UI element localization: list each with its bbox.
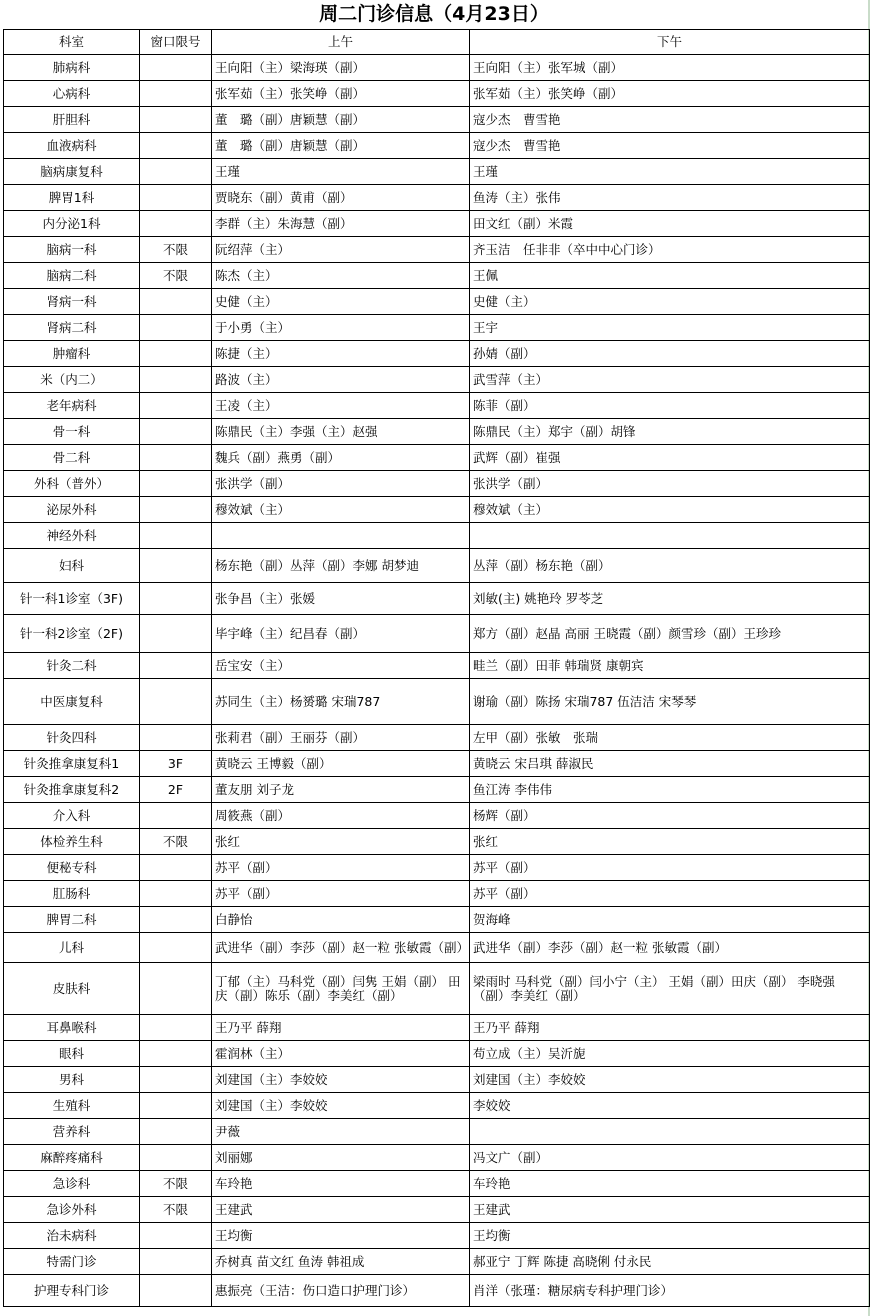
limit-cell	[140, 1249, 212, 1275]
am-cell: 陈杰（主）	[212, 263, 470, 289]
limit-cell	[140, 1015, 212, 1041]
dept-cell: 肛肠科	[4, 881, 140, 907]
pm-cell: 黄晓云 宋吕琪 薛淑民	[470, 751, 870, 777]
dept-cell: 肝胆科	[4, 107, 140, 133]
dept-cell: 脑病二科	[4, 263, 140, 289]
table-row	[4, 55, 870, 81]
pm-cell: 陈鼎民（主）郑宇（副）胡锋	[470, 419, 870, 445]
table-row	[4, 1275, 870, 1307]
dept-cell: 骨一科	[4, 419, 140, 445]
limit-cell	[140, 615, 212, 653]
am-cell: 刘建国（主）李姣姣	[212, 1067, 470, 1093]
pm-cell: 车玲艳	[470, 1171, 870, 1197]
limit-cell	[140, 549, 212, 583]
table-row	[4, 777, 870, 803]
table-row	[4, 1197, 870, 1223]
table-row	[4, 725, 870, 751]
am-cell: 惠振亮（王洁：伤口造口护理门诊）	[212, 1275, 470, 1307]
table-row	[4, 159, 870, 185]
limit-cell	[140, 523, 212, 549]
table-row	[4, 1015, 870, 1041]
am-cell: 于小勇（主）	[212, 315, 470, 341]
limit-cell	[140, 1041, 212, 1067]
limit-cell: 不限	[140, 237, 212, 263]
am-cell: 张争昌（主）张媛	[212, 583, 470, 615]
pm-cell: 畦兰（副）田菲 韩瑞贤 康朝宾	[470, 653, 870, 679]
table-row	[4, 549, 870, 583]
pm-cell: 齐玉洁 任非非（卒中中心门诊）	[470, 237, 870, 263]
limit-cell	[140, 497, 212, 523]
pm-cell: 刘敏(主) 姚艳玲 罗苓芝	[470, 583, 870, 615]
pm-cell: 史健（主）	[470, 289, 870, 315]
dept-cell: 肾病一科	[4, 289, 140, 315]
limit-cell	[140, 445, 212, 471]
dept-cell: 护理专科门诊	[4, 1275, 140, 1307]
am-cell: 贾晓东（副）黄甫（副）	[212, 185, 470, 211]
am-cell: 毕宇峰（主）纪昌春（副）	[212, 615, 470, 653]
limit-cell	[140, 55, 212, 81]
am-cell: 刘丽娜	[212, 1145, 470, 1171]
pm-cell: 陈菲（副）	[470, 393, 870, 419]
table-row	[4, 289, 870, 315]
table-row	[4, 471, 870, 497]
pm-cell: 王向阳（主）张军城（副）	[470, 55, 870, 81]
am-cell: 武进华（副）李莎（副）赵一粒 张敏霞（副）	[212, 933, 470, 963]
table-row	[4, 803, 870, 829]
am-cell: 王凌（主）	[212, 393, 470, 419]
pm-cell: 寇少杰 曹雪艳	[470, 133, 870, 159]
limit-cell	[140, 653, 212, 679]
header-row	[4, 30, 870, 55]
table-row	[4, 263, 870, 289]
am-cell: 车玲艳	[212, 1171, 470, 1197]
dept-cell: 针灸推拿康复科2	[4, 777, 140, 803]
dept-cell: 老年病科	[4, 393, 140, 419]
am-cell: 王向阳（主）梁海瑛（副）	[212, 55, 470, 81]
pm-cell: 郝亚宁 丁辉 陈捷 高晓俐 付永民	[470, 1249, 870, 1275]
dept-cell: 介入科	[4, 803, 140, 829]
am-cell: 霍润林（主）	[212, 1041, 470, 1067]
limit-cell	[140, 1093, 212, 1119]
am-cell: 路波（主）	[212, 367, 470, 393]
table-row	[4, 419, 870, 445]
limit-cell	[140, 1067, 212, 1093]
pm-cell: 穆效斌（主）	[470, 497, 870, 523]
am-cell: 王均衡	[212, 1223, 470, 1249]
dept-cell: 麻醉疼痛科	[4, 1145, 140, 1171]
pm-cell: 武辉（副）崔强	[470, 445, 870, 471]
dept-cell: 骨二科	[4, 445, 140, 471]
am-cell: 苏同生（主）杨赟璐 宋瑞787	[212, 679, 470, 725]
pm-cell: 武雪萍（主）	[470, 367, 870, 393]
limit-cell	[140, 315, 212, 341]
pm-cell: 田文红（副）米霞	[470, 211, 870, 237]
am-cell: 黄晓云 王博毅（副）	[212, 751, 470, 777]
am-cell: 张洪学（副）	[212, 471, 470, 497]
table-row	[4, 367, 870, 393]
am-cell: 尹薇	[212, 1119, 470, 1145]
am-cell: 岳宝安（主）	[212, 653, 470, 679]
pm-cell: 苏平（副）	[470, 855, 870, 881]
dept-cell: 脑病康复科	[4, 159, 140, 185]
header-dept: 科室	[4, 30, 140, 55]
pm-cell: 左甲（副）张敏 张瑞	[470, 725, 870, 751]
limit-cell	[140, 933, 212, 963]
am-cell: 周筱燕（副）	[212, 803, 470, 829]
limit-cell	[140, 881, 212, 907]
table-row	[4, 497, 870, 523]
table-row	[4, 881, 870, 907]
dept-cell: 治未病科	[4, 1223, 140, 1249]
limit-cell	[140, 107, 212, 133]
page-title: 周二门诊信息（4月23日）	[319, 3, 549, 25]
limit-cell: 3F	[140, 751, 212, 777]
dept-cell: 便秘专科	[4, 855, 140, 881]
limit-cell	[140, 81, 212, 107]
dept-cell: 妇科	[4, 549, 140, 583]
table-row	[4, 1119, 870, 1145]
am-cell: 丁郁（主）马科党（副）闫隽 王娟（副） 田庆（副）陈乐（副）李美红（副）	[212, 963, 470, 1015]
am-cell: 魏兵（副）燕勇（副）	[212, 445, 470, 471]
am-cell: 张军茹（主）张笑峥（副）	[212, 81, 470, 107]
limit-cell	[140, 1275, 212, 1307]
limit-cell	[140, 803, 212, 829]
limit-cell	[140, 679, 212, 725]
am-cell: 史健（主）	[212, 289, 470, 315]
dept-cell: 针一科2诊室（2F)	[4, 615, 140, 653]
table-row	[4, 679, 870, 725]
dept-cell: 米（内二）	[4, 367, 140, 393]
clinic-schedule-table	[3, 29, 870, 1307]
pm-cell: 苏平（副）	[470, 881, 870, 907]
pm-cell: 张军茹（主）张笑峥（副）	[470, 81, 870, 107]
table-row	[4, 1041, 870, 1067]
limit-cell	[140, 1223, 212, 1249]
limit-cell	[140, 367, 212, 393]
table-row	[4, 933, 870, 963]
dept-cell: 血液病科	[4, 133, 140, 159]
am-cell: 王瑾	[212, 159, 470, 185]
am-cell: 乔树真 苗文红 鱼涛 韩祖成	[212, 1249, 470, 1275]
am-cell: 阮绍萍（主）	[212, 237, 470, 263]
header-am: 上午	[212, 30, 470, 55]
pm-cell: 郑方（副）赵晶 高丽 王晓霞（副）颜雪珍（副）王珍珍	[470, 615, 870, 653]
limit-cell	[140, 907, 212, 933]
pm-cell: 张红	[470, 829, 870, 855]
table-row	[4, 1145, 870, 1171]
pm-cell: 孙婧（副）	[470, 341, 870, 367]
dept-cell: 中医康复科	[4, 679, 140, 725]
am-cell	[212, 523, 470, 549]
pm-cell: 杨辉（副）	[470, 803, 870, 829]
pm-cell: 肖洋（张瑾：糖尿病专科护理门诊）	[470, 1275, 870, 1307]
am-cell: 董友朋 刘子龙	[212, 777, 470, 803]
table-row	[4, 583, 870, 615]
dept-cell: 特需门诊	[4, 1249, 140, 1275]
dept-cell: 肿瘤科	[4, 341, 140, 367]
table-row	[4, 341, 870, 367]
am-cell: 苏平（副）	[212, 855, 470, 881]
pm-cell: 武进华（副）李莎（副）赵一粒 张敏霞（副）	[470, 933, 870, 963]
dept-cell: 脾胃二科	[4, 907, 140, 933]
dept-cell: 针灸四科	[4, 725, 140, 751]
limit-cell	[140, 419, 212, 445]
am-cell: 陈鼎民（主）李强（主）赵强	[212, 419, 470, 445]
table-row	[4, 237, 870, 263]
dept-cell: 针一科1诊室（3F)	[4, 583, 140, 615]
pm-cell: 苟立成（主）吴沂旎	[470, 1041, 870, 1067]
dept-cell: 急诊外科	[4, 1197, 140, 1223]
limit-cell	[140, 133, 212, 159]
limit-cell: 不限	[140, 1171, 212, 1197]
dept-cell: 针灸推拿康复科1	[4, 751, 140, 777]
table-row	[4, 1093, 870, 1119]
table-row	[4, 1067, 870, 1093]
am-cell: 李群（主）朱海慧（副）	[212, 211, 470, 237]
limit-cell	[140, 725, 212, 751]
dept-cell: 脾胃1科	[4, 185, 140, 211]
table-row	[4, 523, 870, 549]
dept-cell: 心病科	[4, 81, 140, 107]
dept-cell: 营养科	[4, 1119, 140, 1145]
pm-cell: 贺海峰	[470, 907, 870, 933]
table-row	[4, 1171, 870, 1197]
am-cell: 张莉君（副）王丽芬（副）	[212, 725, 470, 751]
limit-cell	[140, 1119, 212, 1145]
pm-cell: 王均衡	[470, 1223, 870, 1249]
pm-cell	[470, 523, 870, 549]
limit-cell	[140, 1145, 212, 1171]
am-cell: 刘建国（主）李姣姣	[212, 1093, 470, 1119]
table-row	[4, 1249, 870, 1275]
limit-cell	[140, 341, 212, 367]
am-cell: 苏平（副）	[212, 881, 470, 907]
pm-cell: 刘建国（主）李姣姣	[470, 1067, 870, 1093]
dept-cell: 男科	[4, 1067, 140, 1093]
am-cell: 董 璐（副）唐颖慧（副）	[212, 133, 470, 159]
table-row	[4, 963, 870, 1015]
am-cell: 王建武	[212, 1197, 470, 1223]
table-row	[4, 185, 870, 211]
limit-cell: 不限	[140, 829, 212, 855]
pm-cell: 谢瑜（副）陈扬 宋瑞787 伍洁洁 宋琴琴	[470, 679, 870, 725]
header-limit: 窗口限号	[140, 30, 212, 55]
pm-cell: 王宇	[470, 315, 870, 341]
pm-cell: 鱼涛（主）张伟	[470, 185, 870, 211]
limit-cell	[140, 159, 212, 185]
table-row	[4, 107, 870, 133]
dept-cell: 脑病一科	[4, 237, 140, 263]
limit-cell	[140, 583, 212, 615]
am-cell: 穆效斌（主）	[212, 497, 470, 523]
limit-cell	[140, 855, 212, 881]
table-row	[4, 615, 870, 653]
pm-cell: 王乃平 薛翔	[470, 1015, 870, 1041]
pm-cell: 张洪学（副）	[470, 471, 870, 497]
limit-cell: 不限	[140, 1197, 212, 1223]
limit-cell: 2F	[140, 777, 212, 803]
am-cell: 王乃平 薛翔	[212, 1015, 470, 1041]
table-row	[4, 1223, 870, 1249]
limit-cell	[140, 185, 212, 211]
dept-cell: 皮肤科	[4, 963, 140, 1015]
table-row	[4, 81, 870, 107]
dept-cell: 外科（普外）	[4, 471, 140, 497]
am-cell: 杨东艳（副）丛萍（副）李娜 胡梦迪	[212, 549, 470, 583]
pm-cell: 王建武	[470, 1197, 870, 1223]
dept-cell: 肺病科	[4, 55, 140, 81]
dept-cell: 体检养生科	[4, 829, 140, 855]
pm-cell: 李姣姣	[470, 1093, 870, 1119]
dept-cell: 生殖科	[4, 1093, 140, 1119]
table-row	[4, 751, 870, 777]
table-row	[4, 829, 870, 855]
pm-cell	[470, 1119, 870, 1145]
table-row	[4, 445, 870, 471]
table-row	[4, 393, 870, 419]
pm-cell: 王瑾	[470, 159, 870, 185]
pm-cell: 鱼江涛 李伟伟	[470, 777, 870, 803]
table-row	[4, 211, 870, 237]
am-cell: 陈捷（主）	[212, 341, 470, 367]
pm-cell: 梁雨时 马科党（副）闫小宁（主） 王娟（副）田庆（副） 李晓强（副）李美红（副）	[470, 963, 870, 1015]
pm-cell: 丛萍（副）杨东艳（副）	[470, 549, 870, 583]
pm-cell: 王佩	[470, 263, 870, 289]
table-row	[4, 907, 870, 933]
header-pm: 下午	[470, 30, 870, 55]
dept-cell: 耳鼻喉科	[4, 1015, 140, 1041]
dept-cell: 泌尿外科	[4, 497, 140, 523]
am-cell: 白静怡	[212, 907, 470, 933]
limit-cell	[140, 289, 212, 315]
table-row	[4, 855, 870, 881]
dept-cell: 内分泌1科	[4, 211, 140, 237]
limit-cell: 不限	[140, 263, 212, 289]
limit-cell	[140, 471, 212, 497]
dept-cell: 儿科	[4, 933, 140, 963]
limit-cell	[140, 393, 212, 419]
dept-cell: 神经外科	[4, 523, 140, 549]
limit-cell	[140, 211, 212, 237]
limit-cell	[140, 963, 212, 1015]
am-cell: 董 璐（副）唐颖慧（副）	[212, 107, 470, 133]
dept-cell: 肾病二科	[4, 315, 140, 341]
pm-cell: 冯文广（副）	[470, 1145, 870, 1171]
dept-cell: 针灸二科	[4, 653, 140, 679]
am-cell: 张红	[212, 829, 470, 855]
table-row	[4, 653, 870, 679]
table-row	[4, 315, 870, 341]
dept-cell: 急诊科	[4, 1171, 140, 1197]
table-row	[4, 133, 870, 159]
pm-cell: 寇少杰 曹雪艳	[470, 107, 870, 133]
dept-cell: 眼科	[4, 1041, 140, 1067]
